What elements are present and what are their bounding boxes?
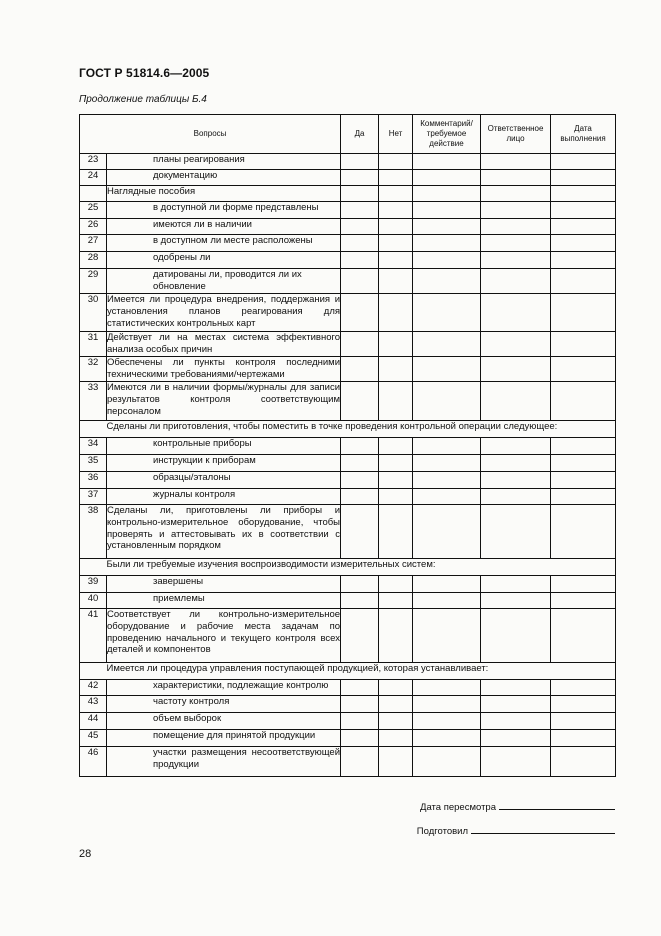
- responsible-cell[interactable]: [481, 608, 551, 662]
- comment-cell[interactable]: [413, 679, 481, 695]
- comment-cell[interactable]: [413, 202, 481, 219]
- row-number: 28: [80, 252, 107, 269]
- section-heading: Были ли требуемые изучения воспроизводимости измерительных систем:: [107, 558, 616, 575]
- table-row: [80, 712, 616, 729]
- question-text: датированы ли, проводится ли их обновление: [107, 269, 341, 294]
- date-cell[interactable]: [551, 381, 616, 420]
- responsible-cell[interactable]: [481, 219, 551, 235]
- prepared-by-signature: [417, 824, 615, 837]
- comment-cell[interactable]: [413, 729, 481, 746]
- yes-cell[interactable]: [341, 331, 379, 356]
- yes-cell[interactable]: [341, 488, 379, 504]
- row-number: 43: [80, 695, 107, 712]
- yes-cell[interactable]: [341, 746, 379, 776]
- no-cell[interactable]: [379, 331, 413, 356]
- column-header-no: Нет: [379, 115, 413, 154]
- no-cell[interactable]: [379, 746, 413, 776]
- comment-cell[interactable]: [413, 154, 481, 170]
- row-number: 34: [80, 437, 107, 454]
- column-header-yes: Да: [341, 115, 379, 154]
- responsible-cell[interactable]: [481, 679, 551, 695]
- yes-cell[interactable]: [341, 252, 379, 269]
- table-row: [80, 269, 616, 294]
- yes-cell[interactable]: [341, 154, 379, 170]
- responsible-cell[interactable]: [481, 592, 551, 608]
- date-cell[interactable]: [551, 269, 616, 294]
- no-cell[interactable]: [379, 219, 413, 235]
- comment-cell[interactable]: [413, 592, 481, 608]
- date-cell[interactable]: [551, 592, 616, 608]
- date-cell[interactable]: [551, 219, 616, 235]
- date-cell[interactable]: [551, 608, 616, 662]
- table-row: [80, 608, 616, 662]
- date-cell[interactable]: [551, 729, 616, 746]
- date-cell[interactable]: [551, 575, 616, 592]
- table-body: [80, 154, 616, 777]
- yes-cell[interactable]: [341, 712, 379, 729]
- yes-cell[interactable]: [341, 235, 379, 252]
- yes-cell[interactable]: [341, 293, 379, 331]
- date-cell[interactable]: [551, 170, 616, 186]
- no-cell[interactable]: [379, 679, 413, 695]
- comment-cell[interactable]: [413, 356, 481, 381]
- no-cell[interactable]: [379, 729, 413, 746]
- table-row: [80, 488, 616, 504]
- yes-cell[interactable]: [341, 608, 379, 662]
- table-row: [80, 471, 616, 488]
- table-row: [80, 454, 616, 471]
- table-row: [80, 170, 616, 186]
- yes-cell[interactable]: [341, 381, 379, 420]
- question-text: Действует ли на местах система эффективного анализа особых причин: [107, 331, 341, 355]
- document-header: ГОСТ Р 51814.6—2005: [79, 66, 210, 80]
- row-number: 26: [80, 219, 107, 235]
- date-cell[interactable]: [551, 471, 616, 488]
- responsible-cell[interactable]: [481, 437, 551, 454]
- yes-cell[interactable]: [341, 592, 379, 608]
- comment-cell[interactable]: [413, 471, 481, 488]
- comment-cell[interactable]: [413, 381, 481, 420]
- date-cell[interactable]: [551, 356, 616, 381]
- no-cell[interactable]: [379, 504, 413, 558]
- row-number: 40: [80, 592, 107, 608]
- responsible-cell[interactable]: [481, 712, 551, 729]
- row-number: 23: [80, 154, 107, 170]
- table-row: [80, 679, 616, 695]
- date-cell[interactable]: [551, 746, 616, 776]
- comment-cell[interactable]: [413, 170, 481, 186]
- yes-cell[interactable]: [341, 356, 379, 381]
- comment-cell[interactable]: [413, 269, 481, 294]
- table-row: [80, 592, 616, 608]
- responsible-cell[interactable]: [481, 488, 551, 504]
- table-row: [80, 154, 616, 170]
- question-text: имеются ли в наличии: [107, 219, 341, 235]
- no-cell[interactable]: [379, 454, 413, 471]
- responsible-cell[interactable]: [481, 729, 551, 746]
- table-row: [80, 356, 616, 381]
- column-header-comment: Комментарий/ требуемое действие: [413, 115, 481, 154]
- comment-cell[interactable]: [413, 186, 481, 202]
- section-row: [80, 662, 616, 679]
- yes-cell[interactable]: [341, 202, 379, 219]
- no-cell[interactable]: [379, 356, 413, 381]
- table-row: [80, 219, 616, 235]
- table-row: [80, 186, 616, 202]
- row-number: 25: [80, 202, 107, 219]
- row-number: 29: [80, 269, 107, 294]
- date-cell[interactable]: [551, 712, 616, 729]
- no-cell[interactable]: [379, 235, 413, 252]
- date-cell[interactable]: [551, 679, 616, 695]
- comment-cell[interactable]: [413, 331, 481, 356]
- question-text: завершены: [107, 575, 341, 592]
- prepared-by-label: Подготовил: [416, 826, 468, 837]
- responsible-cell[interactable]: [481, 235, 551, 252]
- date-cell[interactable]: [551, 293, 616, 331]
- row-number: 37: [80, 488, 107, 504]
- table-caption: Продолжение таблицы Б.4: [79, 94, 207, 105]
- yes-cell[interactable]: [341, 269, 379, 294]
- yes-cell[interactable]: [341, 504, 379, 558]
- question-text: Имеются ли в наличии формы/журналы для записи результатов контроля соответствующим персоналом: [107, 381, 341, 420]
- section-heading: Сделаны ли приготовления, чтобы поместить в точке проведения контрольной операции следующее:: [107, 420, 616, 437]
- no-cell[interactable]: [379, 293, 413, 331]
- yes-cell[interactable]: [341, 437, 379, 454]
- checklist-table: [79, 114, 616, 777]
- yes-cell[interactable]: [341, 219, 379, 235]
- table-row: [80, 504, 616, 558]
- date-cell[interactable]: [551, 504, 616, 558]
- responsible-cell[interactable]: [481, 695, 551, 712]
- question-text: в доступной ли форме представлены: [107, 202, 341, 219]
- column-header-date: Дата выполнения: [551, 115, 616, 154]
- row-number: 30: [80, 293, 107, 331]
- row-number: 24: [80, 170, 107, 186]
- page-number: 28: [79, 848, 92, 860]
- question-text: Соответствует ли контрольно-измерительное оборудование и рабочие места задачам по проведению начального и текущего контроля всех деталей и компонентов: [107, 608, 341, 662]
- question-text: приемлемы: [107, 592, 341, 608]
- table-row: [80, 695, 616, 712]
- row-number: [80, 186, 107, 202]
- row-number: 38: [80, 504, 107, 558]
- no-cell[interactable]: [379, 712, 413, 729]
- no-cell[interactable]: [379, 592, 413, 608]
- question-text: Обеспечены ли пункты контроля последними техническими требованиями/чертежами: [107, 356, 341, 380]
- no-cell[interactable]: [379, 575, 413, 592]
- comment-cell[interactable]: [413, 504, 481, 558]
- row-number: [80, 662, 107, 679]
- question-text: Сделаны ли, приготовлены ли приборы и контрольно-измерительное оборудование, чтобы проверять и аттестовывать их в соответствии с установленным порядком: [107, 504, 341, 558]
- responsible-cell[interactable]: [481, 381, 551, 420]
- review-date-signature: [420, 800, 615, 813]
- question-text: образцы/эталоны: [107, 471, 341, 488]
- date-cell[interactable]: [551, 437, 616, 454]
- row-number: 27: [80, 235, 107, 252]
- table-row: [80, 729, 616, 746]
- row-number: 36: [80, 471, 107, 488]
- row-number: 39: [80, 575, 107, 592]
- row-number: 32: [80, 356, 107, 381]
- column-header-responsible: Ответственное лицо: [481, 115, 551, 154]
- no-cell[interactable]: [379, 608, 413, 662]
- row-number: 46: [80, 746, 107, 776]
- review-date-label: Дата пересмотра: [420, 802, 496, 813]
- responsible-cell[interactable]: [481, 269, 551, 294]
- question-text: документацию: [107, 170, 341, 186]
- comment-cell[interactable]: [413, 488, 481, 504]
- row-number: 42: [80, 679, 107, 695]
- no-cell[interactable]: [379, 170, 413, 186]
- comment-cell[interactable]: [413, 746, 481, 776]
- comment-cell[interactable]: [413, 252, 481, 269]
- date-cell[interactable]: [551, 695, 616, 712]
- row-number: 41: [80, 608, 107, 662]
- question-text: Наглядные пособия: [107, 186, 341, 202]
- prepared-by-field[interactable]: [471, 824, 615, 834]
- no-cell[interactable]: [379, 186, 413, 202]
- comment-cell[interactable]: [413, 219, 481, 235]
- row-number: 45: [80, 729, 107, 746]
- question-text: в доступном ли месте расположены: [107, 235, 341, 252]
- date-cell[interactable]: [551, 331, 616, 356]
- question-text: планы реагирования: [107, 154, 341, 170]
- no-cell[interactable]: [379, 471, 413, 488]
- responsible-cell[interactable]: [481, 252, 551, 269]
- question-text: инструкции к приборам: [107, 454, 341, 471]
- comment-cell[interactable]: [413, 293, 481, 331]
- row-number: 33: [80, 381, 107, 420]
- table-row: [80, 235, 616, 252]
- review-date-field[interactable]: [499, 800, 615, 810]
- row-number: [80, 420, 107, 437]
- comment-cell[interactable]: [413, 712, 481, 729]
- row-number: 31: [80, 331, 107, 356]
- question-text: характеристики, подлежащие контролю: [107, 679, 341, 695]
- responsible-cell[interactable]: [481, 746, 551, 776]
- row-number: 44: [80, 712, 107, 729]
- row-number: [80, 558, 107, 575]
- yes-cell[interactable]: [341, 186, 379, 202]
- date-cell[interactable]: [551, 154, 616, 170]
- table-row: [80, 293, 616, 331]
- no-cell[interactable]: [379, 488, 413, 504]
- question-text: участки размещения несоответствующей продукции: [107, 746, 341, 776]
- yes-cell[interactable]: [341, 170, 379, 186]
- no-cell[interactable]: [379, 154, 413, 170]
- yes-cell[interactable]: [341, 695, 379, 712]
- comment-cell[interactable]: [413, 695, 481, 712]
- column-header-questions: Вопросы: [80, 115, 341, 154]
- comment-cell[interactable]: [413, 454, 481, 471]
- comment-cell[interactable]: [413, 437, 481, 454]
- question-text: Имеется ли процедура внедрения, поддержания и установления планов реагирования для статистических контрольных карт: [107, 293, 341, 331]
- yes-cell[interactable]: [341, 679, 379, 695]
- table-row: [80, 575, 616, 592]
- responsible-cell[interactable]: [481, 170, 551, 186]
- date-cell[interactable]: [551, 488, 616, 504]
- responsible-cell[interactable]: [481, 293, 551, 331]
- date-cell[interactable]: [551, 186, 616, 202]
- date-cell[interactable]: [551, 202, 616, 219]
- table-row: [80, 746, 616, 776]
- responsible-cell[interactable]: [481, 356, 551, 381]
- question-text: объем выборок: [107, 712, 341, 729]
- date-cell[interactable]: [551, 252, 616, 269]
- comment-cell[interactable]: [413, 608, 481, 662]
- no-cell[interactable]: [379, 381, 413, 420]
- yes-cell[interactable]: [341, 575, 379, 592]
- question-text: помещение для принятой продукции: [107, 729, 341, 746]
- table-row: [80, 437, 616, 454]
- responsible-cell[interactable]: [481, 331, 551, 356]
- date-cell[interactable]: [551, 235, 616, 252]
- question-text: частоту контроля: [107, 695, 341, 712]
- table-row: [80, 331, 616, 356]
- question-text: контрольные приборы: [107, 437, 341, 454]
- no-cell[interactable]: [379, 252, 413, 269]
- responsible-cell[interactable]: [481, 575, 551, 592]
- yes-cell[interactable]: [341, 454, 379, 471]
- date-cell[interactable]: [551, 454, 616, 471]
- responsible-cell[interactable]: [481, 454, 551, 471]
- table-row: [80, 202, 616, 219]
- comment-cell[interactable]: [413, 575, 481, 592]
- question-text: одобрены ли: [107, 252, 341, 269]
- section-heading: Имеется ли процедура управления поступающей продукцией, которая устанавливает:: [107, 662, 616, 679]
- table-header-row: [80, 115, 616, 154]
- no-cell[interactable]: [379, 437, 413, 454]
- table-row: [80, 252, 616, 269]
- responsible-cell[interactable]: [481, 504, 551, 558]
- no-cell[interactable]: [379, 269, 413, 294]
- responsible-cell[interactable]: [481, 154, 551, 170]
- no-cell[interactable]: [379, 695, 413, 712]
- responsible-cell[interactable]: [481, 471, 551, 488]
- yes-cell[interactable]: [341, 471, 379, 488]
- section-row: [80, 420, 616, 437]
- no-cell[interactable]: [379, 202, 413, 219]
- question-text: журналы контроля: [107, 488, 341, 504]
- responsible-cell[interactable]: [481, 202, 551, 219]
- yes-cell[interactable]: [341, 729, 379, 746]
- section-row: [80, 558, 616, 575]
- table-row: [80, 381, 616, 420]
- row-number: 35: [80, 454, 107, 471]
- responsible-cell[interactable]: [481, 186, 551, 202]
- comment-cell[interactable]: [413, 235, 481, 252]
